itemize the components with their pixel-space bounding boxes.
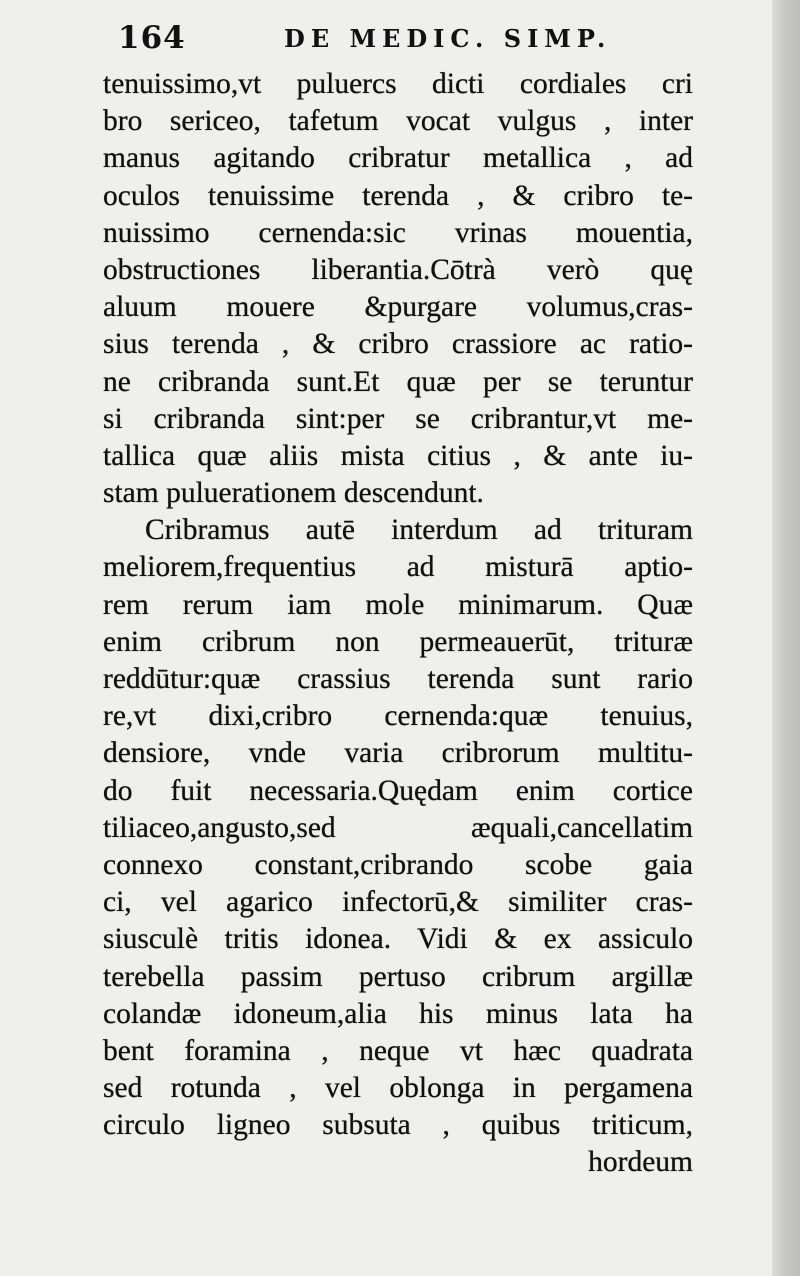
page-number: 164 — [118, 20, 186, 56]
text-line: circulo ligneo subsuta , quibus triticum, — [103, 1109, 693, 1142]
text-line: connexo constant,cribrando scobe gaia — [103, 848, 693, 881]
page-edge-shadow — [772, 0, 800, 1276]
paragraph-end-line: stam puluerationem descendunt. — [103, 477, 484, 510]
text-line: re,vt dixi,cribro cernenda:quæ tenuius, — [103, 700, 693, 733]
text-line: meliorem,frequentius ad misturā aptio- — [103, 551, 693, 584]
text-line: terebella passim pertuso cribrum argillæ — [103, 960, 693, 993]
text-line: aluum mouere &purgare volumus,cras- — [103, 291, 693, 324]
text-line: do fuit necessaria.Quędam enim cortice — [103, 774, 693, 807]
text-line: oculos tenuissime terenda , & cribro te- — [103, 179, 693, 212]
text-line: rem rerum iam mole minimarum. Quæ — [103, 588, 693, 621]
text-line: manus agitando cribratur metallica , ad — [103, 142, 693, 175]
text-line: tiliaceo,angusto,sed æquali,cancellatim — [103, 811, 693, 844]
running-title: DE MEDIC. SIMP. — [284, 24, 612, 53]
text-line: sed rotunda , vel oblonga in pergamena — [103, 1072, 693, 1105]
text-line: bent foramina , neque vt hæc quadrata — [103, 1034, 693, 1067]
text-line: reddūtur:quæ crassius terenda sunt rario — [103, 663, 693, 695]
text-line: nuissimo cernenda:sic vrinas mouentia, — [103, 216, 693, 249]
text-line: tenuissimo,vt puluercs dicti cordiales cri — [103, 68, 693, 100]
text-line: enim cribrum non permeauerūt, trituræ — [103, 625, 693, 658]
text-line: bro sericeo, tafetum vocat vulgus , inter — [103, 105, 693, 138]
text-line: tallica quæ aliis mista citius , & ante iu- — [103, 439, 693, 472]
catchword: hordeum — [588, 1146, 693, 1179]
text-line: ne cribranda sunt.Et quæ per se teruntur — [103, 365, 693, 398]
text-line: obstructiones liberantia.Cōtrà verò quę — [103, 253, 693, 286]
text-line: ci, vel agarico infectorū,& similiter cras- — [103, 886, 693, 919]
text-line: densiore, vnde varia cribrorum multitu- — [103, 737, 693, 770]
text-line: siusculè tritis idonea. Vidi & ex assiculo — [103, 923, 693, 956]
text-line: sius terenda , & cribro crassiore ac ratio- — [103, 328, 693, 361]
body-text — [103, 66, 693, 1182]
paragraph-start-line: Cribramus autē interdum ad trituram — [145, 514, 693, 547]
text-line: colandæ idoneum,alia his minus lata ha — [103, 997, 693, 1030]
page-header — [118, 20, 678, 60]
text-line: si cribranda sint:per se cribrantur,vt me- — [103, 402, 693, 435]
